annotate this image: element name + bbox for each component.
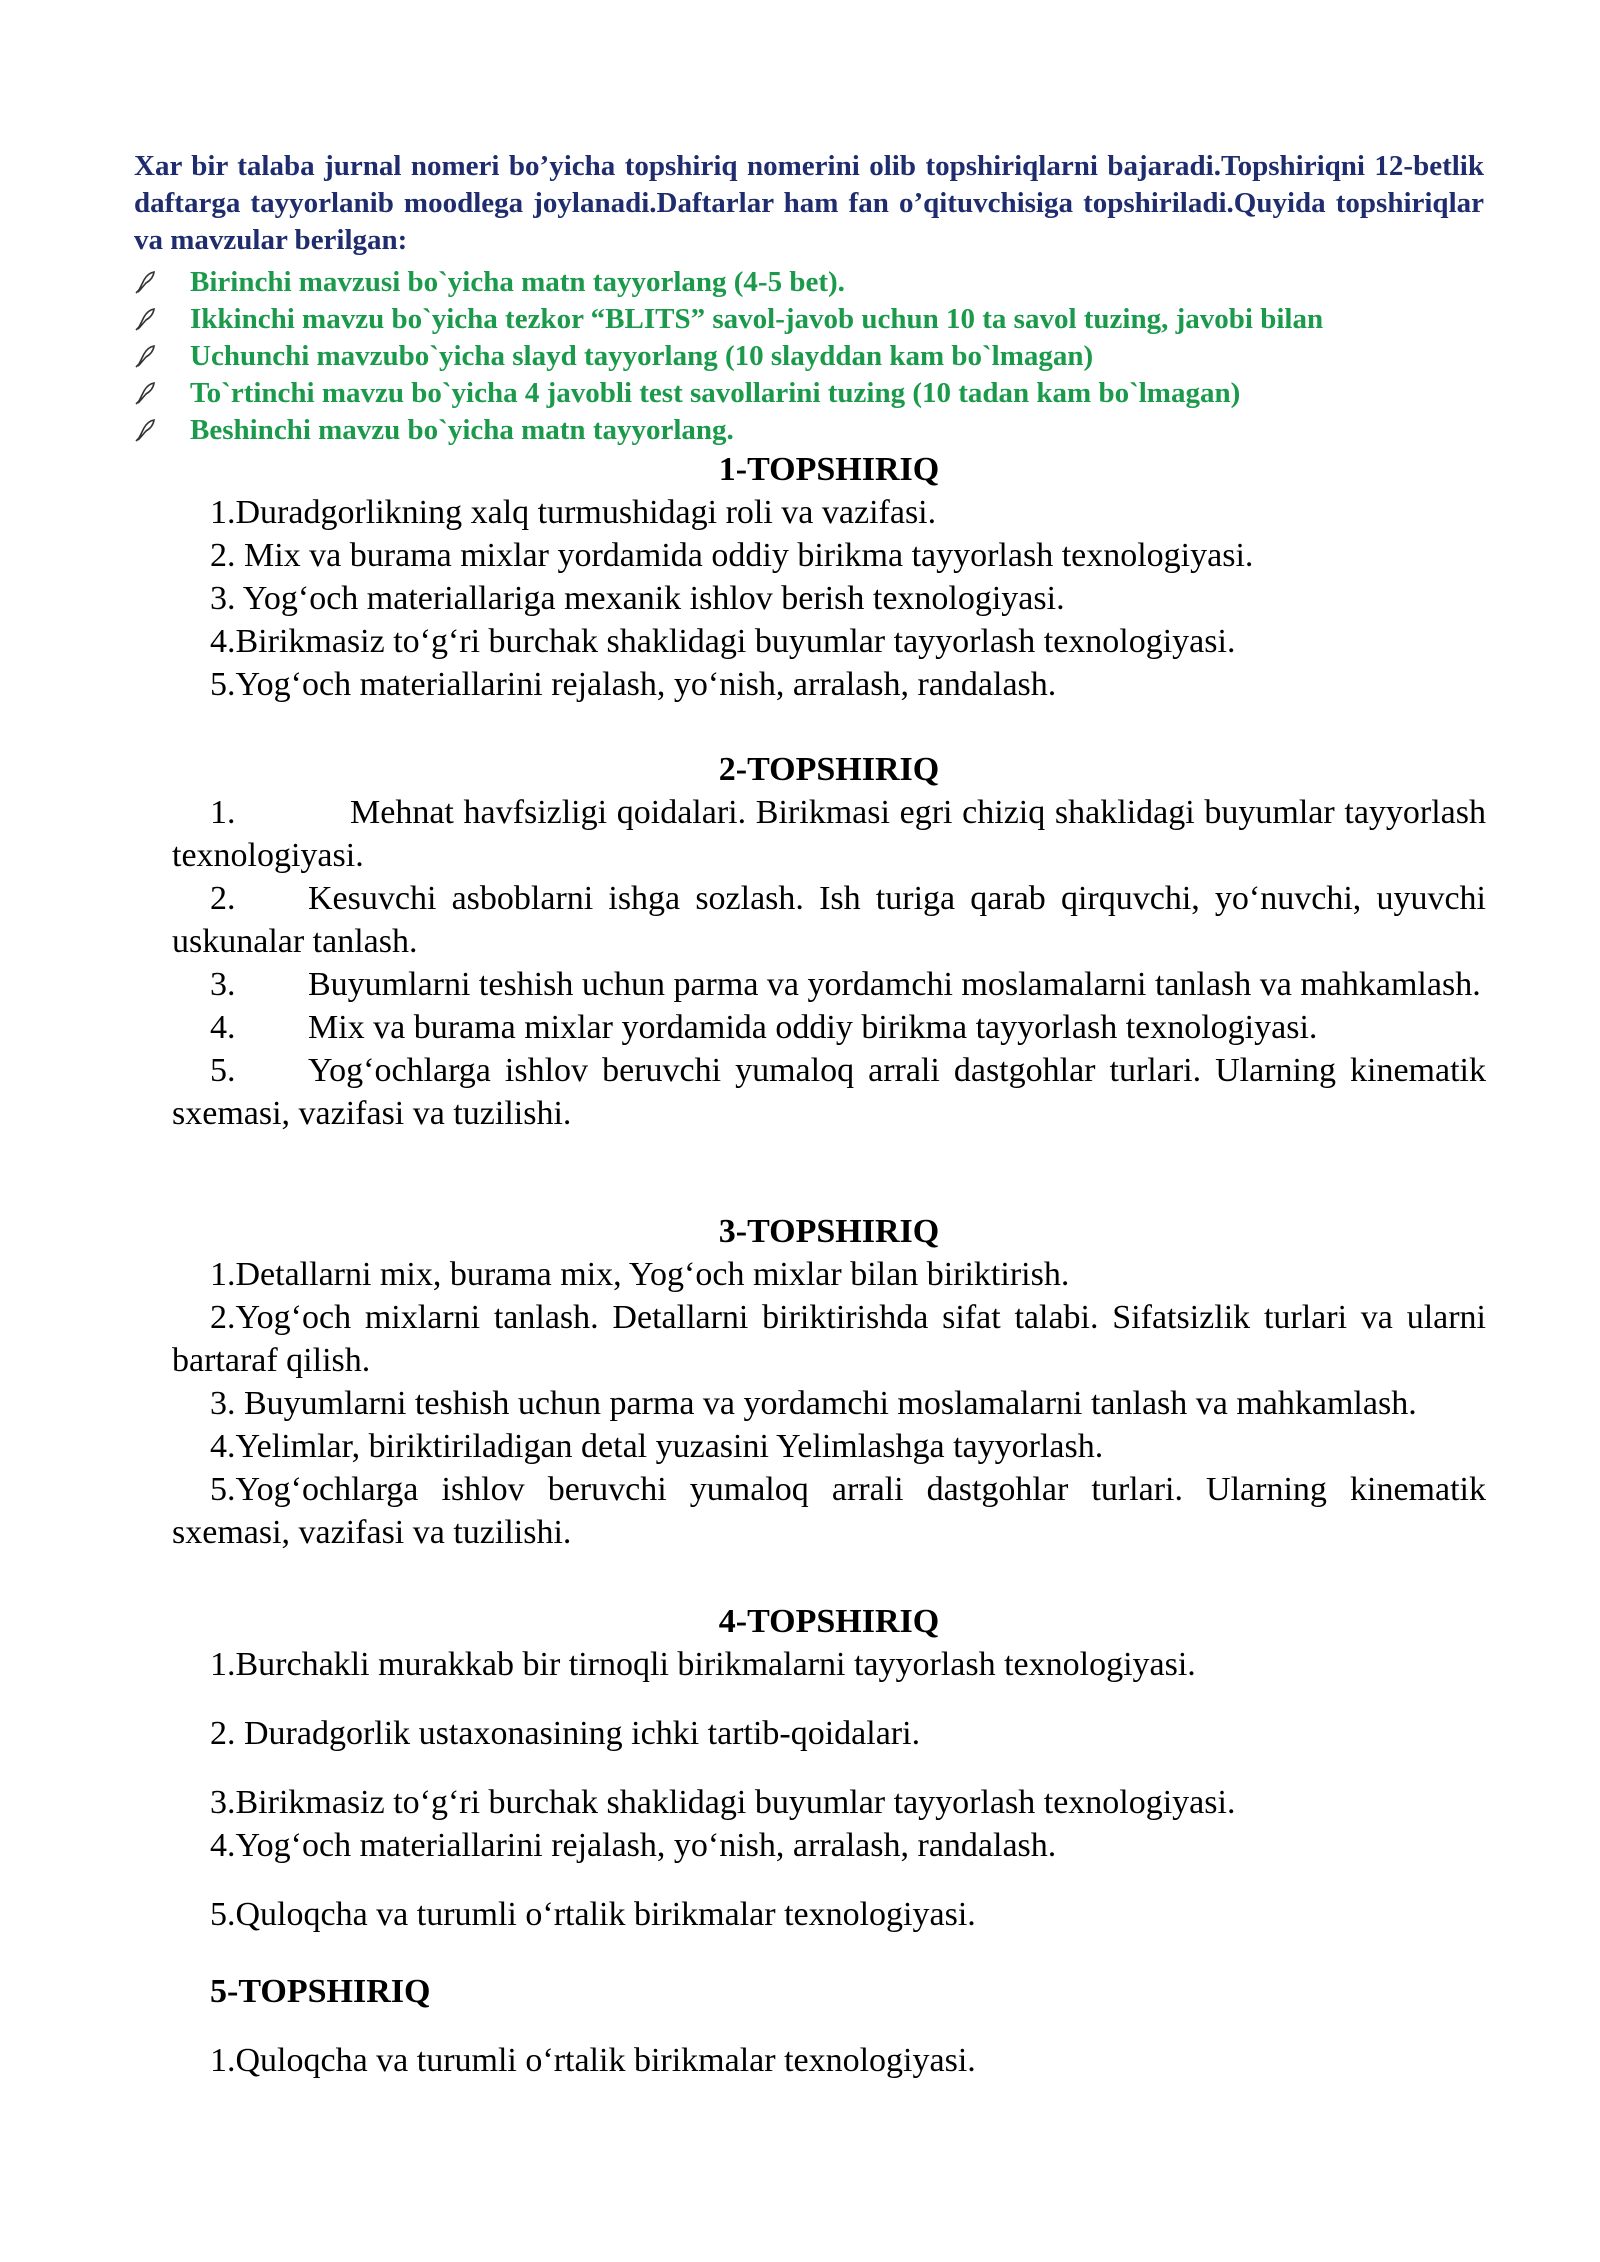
task-item [134,301,1504,338]
list-item: 3. Yog‘och materiallariga mexanik ishlov berish texnologiyasi. [210,580,1065,617]
list-item [172,1006,1486,1049]
task-item [134,412,1504,449]
section-topshiriq-1 [172,448,1486,706]
item-text: Buyumlarni teshish uchun parma va yordamchi moslamalarni tanlash va mahkamlash. [308,966,1481,1003]
list-item [172,877,1486,963]
item-list [172,1643,1486,1936]
item-text: Mehnat havfsizligi qoidalari. Birikmasi egri chiziq shaklidagi buyumlar tayyorlash texnologiyasi. [172,794,1486,874]
quill-bullet-icon [134,418,156,442]
list-item: 5.Quloqcha va turumli o‘rtalik birikmalar texnologiyasi. [210,1896,976,1933]
list-item: 2.Yog‘och mixlarni tanlash. Detallarni biriktirishda sifat talabi. Sifatsizlik turlari va ularni bartaraf qilish. [172,1299,1486,1379]
section-topshiriq-3 [172,1210,1486,1554]
quill-bullet-icon [134,270,156,294]
list-item: 1.Burchakli murakkab bir tirnoqli birikmalarni tayyorlash texnologiyasi. [210,1646,1196,1683]
list-item: 3. Buyumlarni teshish uchun parma va yordamchi moslamalarni tanlash va mahkamlash. [210,1385,1417,1422]
task-text: To`rtinchi mavzu bo`yicha 4 javobli test savollarini tuzing (10 tadan kam bo`lmagan) [190,377,1241,409]
list-item: 1.Duradgorlikning xalq turmushidagi roli va vazifasi. [210,494,937,531]
quill-bullet-icon [134,344,156,368]
list-item: 4.Yelimlar, biriktiriladigan detal yuzasini Yelimlashga tayyorlash. [210,1428,1104,1465]
list-item: 2. Mix va burama mixlar yordamida oddiy birikma tayyorlash texnologiyasi. [210,537,1254,574]
task-item [134,338,1504,375]
section-heading: 4-TOPSHIRIQ [718,1603,940,1640]
list-item [172,963,1486,1006]
item-number: 3. [210,966,236,1003]
task-text: Uchunchi mavzubo`yicha slayd tayyorlang (10 slayddan kam bo`lmagan) [190,340,1094,372]
quill-bullet-icon [134,381,156,405]
item-text: Mix va burama mixlar yordamida oddiy birikma tayyorlash texnologiyasi. [308,1009,1318,1046]
intro-paragraph: Xar bir talaba jurnal nomeri bo’yicha topshiriq nomerini olib topshiriqlarni bajaradi.Topshiriqni 12-betlik daftarga tayyorlanib moodlega joylanadi.Daftarlar ham fan o’qituvchisiga topshiriladi.Quyida topshiriqlar va mavzular berilgan: [134,150,1484,256]
task-item [134,375,1504,412]
list-item [172,1049,1486,1135]
list-item: 4.Birikmasiz to‘g‘ri burchak shaklidagi buyumlar tayyorlash texnologiyasi. [210,623,1236,660]
task-item [134,264,1504,301]
list-item [172,791,1486,877]
list-item: 3.Birikmasiz to‘g‘ri burchak shaklidagi buyumlar tayyorlash texnologiyasi. [210,1784,1236,1821]
section-topshiriq-5 [172,1970,1486,2082]
task-list [134,264,1504,449]
section-topshiriq-2 [172,748,1486,1135]
item-list [172,491,1486,706]
list-item: 5.Yog‘ochlarga ishlov beruvchi yumaloq arrali dastgohlar turlari. Ularning kinematik sxemasi, vazifasi va tuzilishi. [172,1471,1486,1551]
section-topshiriq-4 [172,1600,1486,1936]
section-heading: 5-TOPSHIRIQ [210,1973,431,2010]
item-list [172,791,1486,1135]
task-text: Ikkinchi mavzu bo`yicha tezkor “BLITS” savol-javob uchun 10 ta savol tuzing, javobi bilan [190,303,1324,335]
list-item: 1.Quloqcha va turumli o‘rtalik birikmalar texnologiyasi. [210,2042,976,2079]
task-text: Birinchi mavzusi bo`yicha matn tayyorlang (4-5 bet). [190,266,845,298]
item-text: Kesuvchi asboblarni ishga sozlash. Ish turiga qarab qirquvchi, yo‘nuvchi, uyuvchi uskunalar tanlash. [172,880,1486,960]
item-number: 1. [210,794,236,831]
task-text: Beshinchi mavzu bo`yicha matn tayyorlang. [190,414,734,446]
item-number: 5. [210,1052,236,1089]
item-list [172,2039,1486,2082]
item-number: 4. [210,1009,236,1046]
quill-bullet-icon [134,307,156,331]
item-number: 2. [210,880,236,917]
list-item: 5.Yog‘och materiallarini rejalash, yo‘nish, arralash, randalash. [210,666,1057,703]
section-heading: 2-TOPSHIRIQ [718,751,940,788]
item-list [172,1253,1486,1554]
section-heading: 3-TOPSHIRIQ [718,1213,940,1250]
list-item: 4.Yog‘och materiallarini rejalash, yo‘nish, arralash, randalash. [210,1827,1057,1864]
item-text: Yog‘ochlarga ishlov beruvchi yumaloq arrali dastgohlar turlari. Ularning kinematik sxemasi, vazifasi va tuzilishi. [172,1052,1486,1132]
list-item: 1.Detallarni mix, burama mix, Yog‘och mixlar bilan biriktirish. [210,1256,1070,1293]
list-item: 2. Duradgorlik ustaxonasining ichki tartib-qoidalari. [210,1715,921,1752]
section-heading: 1-TOPSHIRIQ [718,451,940,488]
